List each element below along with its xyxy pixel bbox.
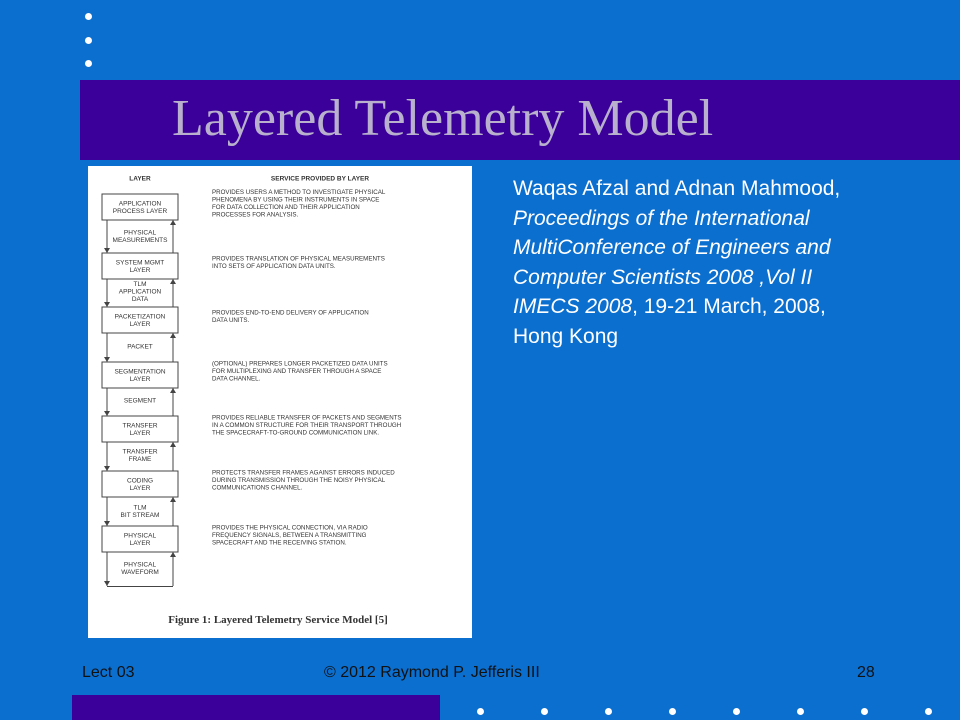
arrow-up-icon bbox=[170, 388, 176, 393]
layered-model-figure bbox=[88, 166, 472, 638]
arrow-up-icon bbox=[170, 552, 176, 557]
arrow-down-icon bbox=[104, 581, 110, 586]
waveform-baseline bbox=[107, 586, 173, 587]
layer-service-text: PROVIDES RELIABLE TRANSFER OF PACKETS AND SEGMENTS IN A COMMON STRUCTURE FOR THEIR TRANSPORT THROUGH THE SPACECRAFT-TO-GROUND COMMUNICATION LINK. bbox=[212, 414, 402, 437]
citation-details: , 19-21 March, 2008, Hong Kong bbox=[513, 295, 826, 348]
arrow-up-icon bbox=[170, 279, 176, 284]
decor-dot bbox=[733, 708, 740, 715]
layer-box-label: APPLICATION PROCESS LAYER bbox=[112, 200, 168, 216]
decor-dot bbox=[797, 708, 804, 715]
layer-service-text: (OPTIONAL) PREPARES LONGER PACKETIZED DATA UNITS FOR MULTIPLEXING AND TRANSFER THROUGH A SPACE DATA CHANNEL. bbox=[212, 360, 388, 383]
layer-box-label: PHYSICAL LAYER bbox=[123, 532, 157, 548]
decor-dot bbox=[85, 37, 92, 44]
data-unit-label: PACKET bbox=[127, 343, 153, 351]
arrow-down-icon bbox=[104, 466, 110, 471]
slide-title: Layered Telemetry Model bbox=[172, 90, 714, 147]
arrow-up-icon bbox=[170, 442, 176, 447]
arrow-up-icon bbox=[170, 220, 176, 225]
decor-dot bbox=[85, 13, 92, 20]
citation-text bbox=[513, 174, 843, 351]
decor-dot bbox=[925, 708, 932, 715]
layer-service-text: PROVIDES USERS A METHOD TO INVESTIGATE PHYSICAL PHENOMENA BY USING THEIR INSTRUMENTS IN SPACE FOR DATA COLLECTION AND THEIR APPLICATION PROCESSES FOR ANALYSIS. bbox=[212, 188, 386, 219]
figure-image bbox=[88, 166, 472, 638]
bottom-band bbox=[72, 695, 440, 720]
decor-dot bbox=[85, 60, 92, 67]
layer-box-label: CODING LAYER bbox=[127, 477, 153, 493]
arrow-up-icon bbox=[170, 333, 176, 338]
layer-box-label: SYSTEM MGMT LAYER bbox=[115, 259, 165, 275]
citation-authors: Waqas Afzal and Adnan Mahmood, bbox=[513, 177, 841, 200]
layer-box-label: PACKETIZATION LAYER bbox=[114, 313, 166, 329]
arrow-down-icon bbox=[104, 521, 110, 526]
figure-header-layer: LAYER bbox=[129, 175, 151, 183]
layer-service-text: PROVIDES END-TO-END DELIVERY OF APPLICATION DATA UNITS. bbox=[212, 309, 369, 324]
layer-service-text: PROVIDES THE PHYSICAL CONNECTION, VIA RADIO FREQUENCY SIGNALS, BETWEEN A TRANSMITTING SPACECRAFT AND THE RECEIVING STATION. bbox=[212, 524, 368, 547]
data-unit-label: TLM APPLICATION DATA bbox=[118, 280, 162, 303]
slide-number: 28 bbox=[857, 664, 875, 681]
decor-dot bbox=[605, 708, 612, 715]
figure-header-service: SERVICE PROVIDED BY LAYER bbox=[270, 175, 370, 183]
arrow-down-icon bbox=[104, 357, 110, 362]
layer-box-label: SEGMENTATION LAYER bbox=[114, 368, 166, 384]
figure-caption: Figure 1: Layered Telemetry Service Model [5] bbox=[168, 613, 388, 626]
decor-dot bbox=[541, 708, 548, 715]
data-unit-label: TLM BIT STREAM bbox=[120, 504, 160, 520]
decor-dot bbox=[477, 708, 484, 715]
layer-service-text: PROVIDES TRANSLATION OF PHYSICAL MEASUREMENTS INTO SETS OF APPLICATION DATA UNITS. bbox=[212, 255, 385, 270]
layer-box-label: TRANSFER LAYER bbox=[122, 422, 158, 438]
data-unit-label: TRANSFER FRAME bbox=[122, 448, 158, 464]
decor-dot bbox=[861, 708, 868, 715]
arrow-down-icon bbox=[104, 302, 110, 307]
arrow-down-icon bbox=[104, 248, 110, 253]
layer-service-text: PROTECTS TRANSFER FRAMES AGAINST ERRORS INDUCED DURING TRANSMISSION THROUGH THE NOISY PHYSICAL COMMUNICATIONS CHANNEL. bbox=[212, 469, 395, 492]
arrow-up-icon bbox=[170, 497, 176, 502]
decor-dot bbox=[669, 708, 676, 715]
footer-lecture: Lect 03 bbox=[82, 664, 135, 681]
data-unit-label: PHYSICAL WAVEFORM bbox=[121, 561, 159, 577]
data-unit-label: PHYSICAL MEASUREMENTS bbox=[112, 229, 168, 245]
data-unit-label: SEGMENT bbox=[123, 397, 157, 405]
arrow-down-icon bbox=[104, 411, 110, 416]
citation-venue: Proceedings of the International MultiConference of Engineers and Computer Scientists 2008 ,Vol II IMECS 2008 bbox=[513, 206, 831, 318]
footer-copyright: © 2012 Raymond P. Jefferis III bbox=[324, 664, 540, 681]
